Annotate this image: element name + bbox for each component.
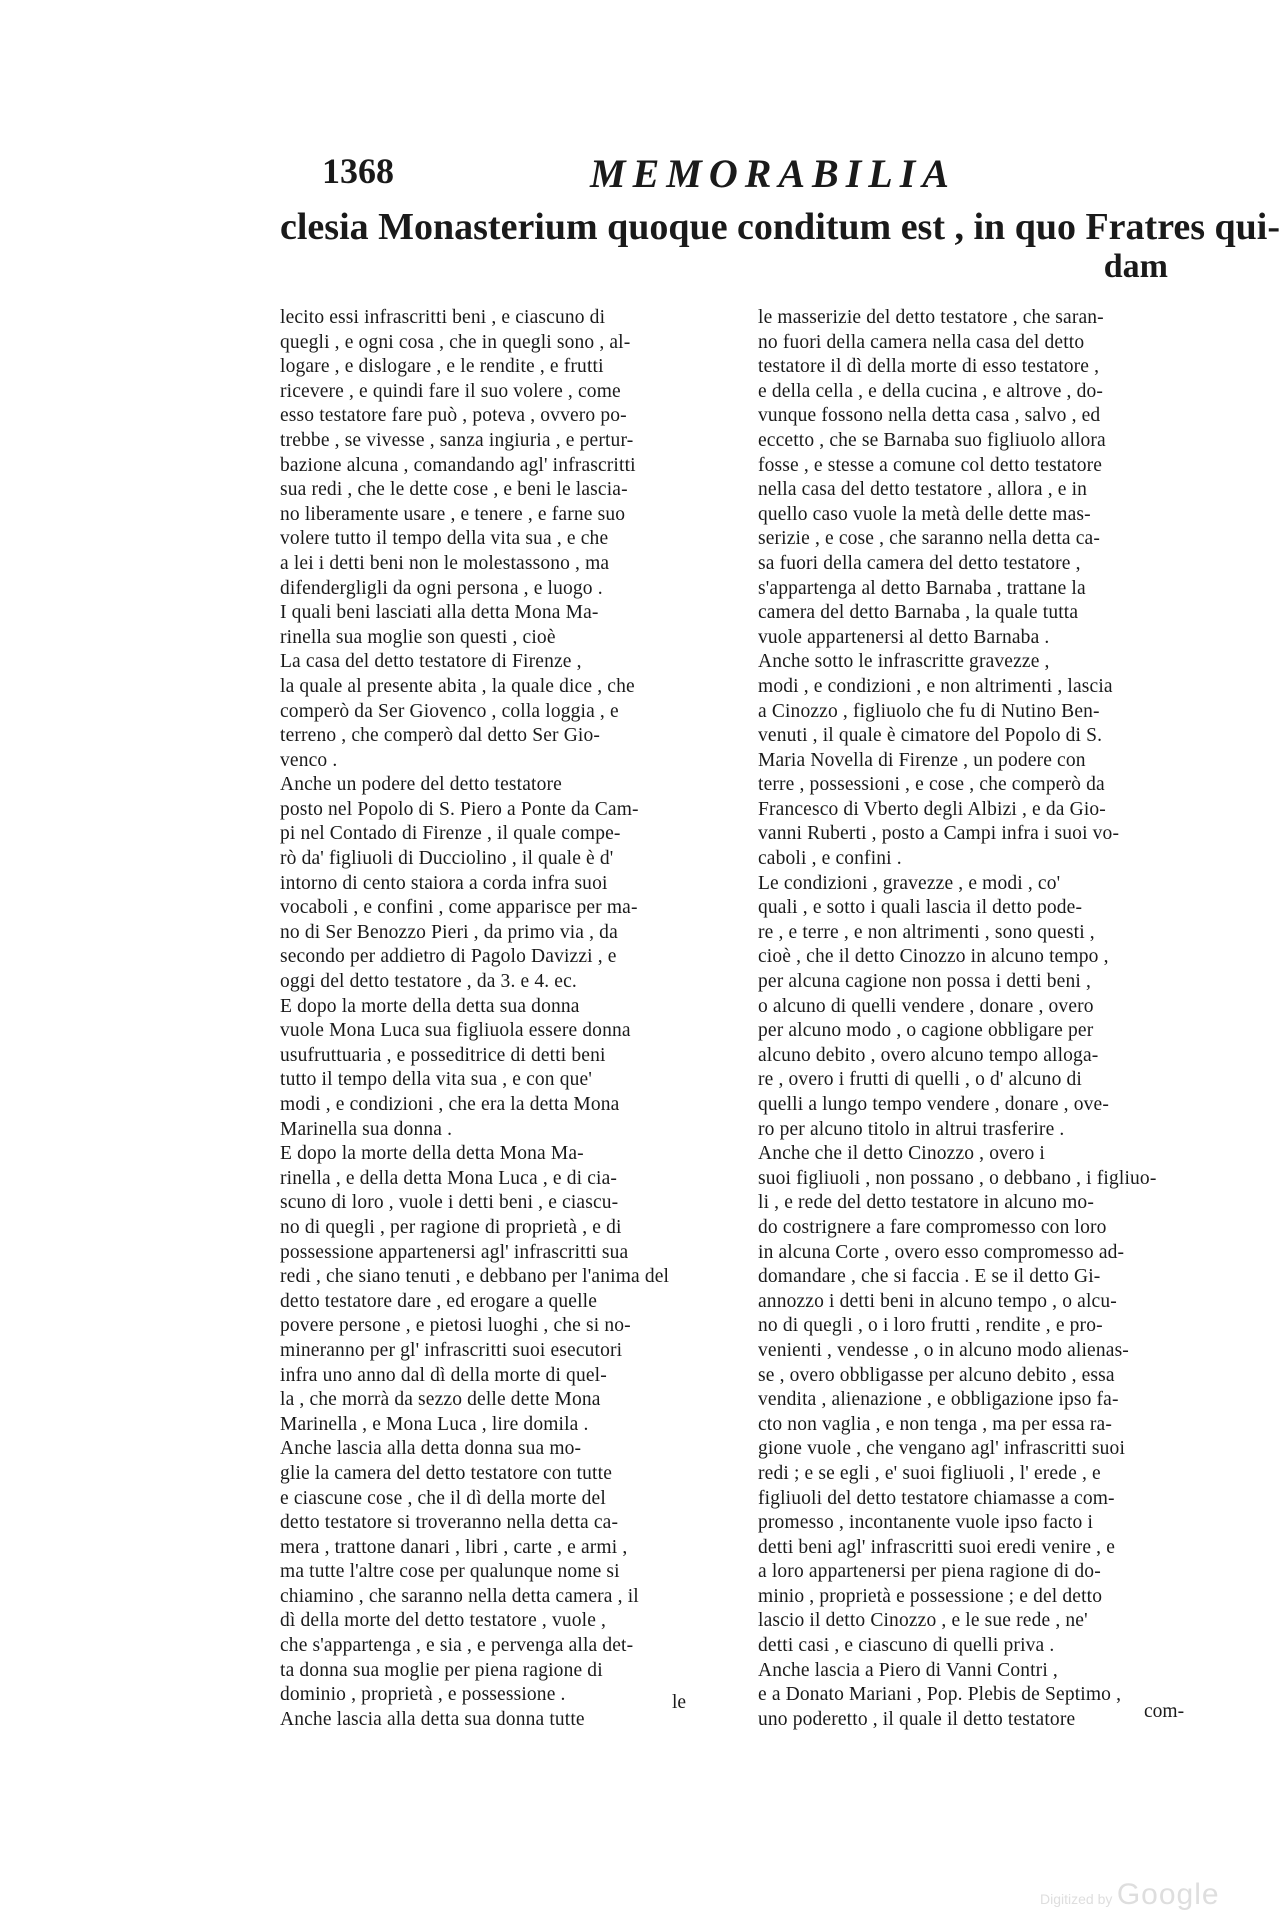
text-line: nella casa del detto testatore , allora , e in xyxy=(758,479,1088,501)
text-line: trebbe , se vivesse , sanza ingiuria , e pertur- xyxy=(280,429,634,451)
left-column xyxy=(280,306,725,1732)
text-line: per alcuna cagione non possa i detti beni , xyxy=(758,971,1091,993)
text-line: rinella , e della detta Mona Luca , e di cia- xyxy=(280,1167,618,1189)
text-line: sua redi , che le dette cose , e beni le lascia- xyxy=(280,479,628,501)
text-line: vendita , alienazione , e obbligazione ipso fa- xyxy=(758,1389,1119,1411)
text-line: Anche lascia alla detta donna sua mo- xyxy=(280,1438,582,1460)
text-line: la quale al presente abita , la quale dice , che xyxy=(280,675,635,697)
text-line: lecito essi infrascritti beni , e ciascuno di xyxy=(280,307,606,328)
text-line: ma tutte l'altre cose per qualunque nome si xyxy=(280,1561,620,1583)
page-number: 1368 xyxy=(322,151,394,191)
text-line: annozzo i detti beni in alcuno tempo , o alcu- xyxy=(758,1290,1117,1312)
text-line: e a Donato Mariani , Pop. Plebis de Septimo , xyxy=(758,1684,1122,1706)
running-head xyxy=(300,150,1180,200)
text-line: che s'appartenga , e sia , e pervenga alla det- xyxy=(280,1635,634,1657)
running-title: MEMORABILIA xyxy=(590,151,956,196)
text-line: infra uno anno dal dì della morte di quel- xyxy=(280,1364,607,1386)
text-line: dominio , proprietà , e possessione . xyxy=(280,1684,566,1706)
text-line: Maria Novella di Firenze , un podere con xyxy=(758,749,1086,771)
text-line: vanni Ruberti , posto a Campi infra i suoi vo- xyxy=(758,823,1120,845)
text-line: intorno di cento staiora a corda infra suoi xyxy=(280,872,608,894)
text-line: se , overo obbligasse per alcuno debito , essa xyxy=(758,1364,1115,1386)
text-line: venienti , vendesse , o in alcuno modo alienas- xyxy=(758,1339,1129,1361)
text-line: usufruttuaria , e posseditrice di detti beni xyxy=(280,1044,606,1066)
text-line: Francesco di Vberto degli Albizi , e da Gio- xyxy=(758,798,1106,820)
text-line: no di quegli , per ragione di proprietà , e di xyxy=(280,1216,622,1238)
text-line: quello caso vuole la metà delle dette mas- xyxy=(758,503,1091,525)
text-line: posto nel Popolo di S. Piero a Ponte da Cam- xyxy=(280,798,639,820)
watermark-text: Digitized by xyxy=(1040,1891,1113,1907)
text-line: volere tutto il tempo della vita sua , e che xyxy=(280,528,609,550)
text-line: rò da' figliuoli di Ducciolino , il quale è d' xyxy=(280,848,614,870)
text-line: esso testatore fare può , poteva , ovvero po- xyxy=(280,405,627,427)
text-line: tutto il tempo della vita sua , e con que' xyxy=(280,1069,592,1091)
text-line: redi ; e se egli , e' suoi figliuoli , l' erede , e xyxy=(758,1462,1101,1484)
text-line: promesso , incontanente vuole ipso facto i xyxy=(758,1512,1094,1534)
heading-catchword: dam xyxy=(1103,248,1168,285)
text-line: I quali beni lasciati alla detta Mona Ma- xyxy=(280,602,599,624)
text-line: Anche un podere del detto testatore xyxy=(280,774,562,796)
text-line: detti beni agl' infrascritti suoi eredi venire , e xyxy=(758,1536,1116,1558)
text-line: Anche lascia alla detta sua donna tutte xyxy=(280,1708,585,1730)
text-line: quali , e sotto i quali lascia il detto pode- xyxy=(758,897,1083,919)
text-line: glie la camera del detto testatore con tutte xyxy=(280,1462,612,1484)
text-line: Anche che il detto Cinozzo , overo i xyxy=(758,1143,1045,1165)
text-line: redi , che siano tenuti , e debbano per l'anima del xyxy=(280,1266,670,1288)
text-line: serizie , e cose , che saranno nella detta ca- xyxy=(758,528,1101,550)
text-line: dì della morte del detto testatore , vuole , xyxy=(280,1610,607,1632)
text-line: Anche sotto le infrascritte gravezze , xyxy=(758,651,1050,673)
text-line: a loro appartenersi per piena ragione di do- xyxy=(758,1561,1101,1583)
text-line: eccetto , che se Barnaba suo figliuolo allora xyxy=(758,429,1106,451)
text-line: ricevere , e quindi fare il suo volere , come xyxy=(280,380,621,402)
text-line: re , e terre , e non altrimenti , sono questi , xyxy=(758,921,1095,943)
text-line: E dopo la morte della detta sua donna xyxy=(280,995,580,1017)
text-line: uno poderetto , il quale il detto testatore xyxy=(758,1708,1076,1730)
text-line: rinella sua moglie son questi , cioè xyxy=(280,626,556,648)
text-line: e della cella , e della cucina , e altrove , do- xyxy=(758,380,1104,402)
text-line: quegli , e ogni cosa , che in quegli sono , al- xyxy=(280,331,631,353)
text-line: Marinella sua donna . xyxy=(280,1118,453,1140)
text-line: detti casi , e ciascuno di quelli priva . xyxy=(758,1635,1055,1657)
text-line: domandare , che si faccia . E se il detto Gi- xyxy=(758,1266,1101,1288)
text-line: possessione appartenersi agl' infrascritti sua xyxy=(280,1241,629,1263)
text-line: sa fuori della camera del detto testatore , xyxy=(758,552,1081,574)
text-line: la , che morrà da sezzo delle dette Mona xyxy=(280,1389,601,1411)
text-line: modi , e condizioni , che era la detta Mona xyxy=(280,1094,620,1115)
text-line: scuno di loro , vuole i detti beni , e ciascu- xyxy=(280,1192,619,1214)
text-line: secondo per addietro di Pagolo Davizzi , e xyxy=(280,946,617,968)
text-line: le masserizie del detto testatore , che saran- xyxy=(758,307,1104,328)
text-line: chiamino , che saranno nella detta camera , il xyxy=(280,1585,639,1607)
text-line: no liberamente usare , e tenere , e farne suo xyxy=(280,503,626,525)
text-line: oggi del detto testatore , da 3. e 4. ec. xyxy=(280,971,577,993)
text-line: vuole appartenersi al detto Barnaba . xyxy=(758,626,1050,648)
text-line: li , e rede del detto testatore in alcuno mo- xyxy=(758,1192,1094,1214)
heading-line: clesia Monasterium quoque conditum est , in quo Fratres qui- xyxy=(280,206,1281,248)
right-catchword: com- xyxy=(1144,1701,1185,1722)
digitized-watermark xyxy=(1040,1878,1220,1912)
text-line: povere persone , e pietosi luoghi , che si no- xyxy=(280,1315,631,1337)
text-line: venuti , il quale è cimatore del Popolo di S. xyxy=(758,725,1103,747)
text-line: modi , e condizioni , e non altrimenti , lascia xyxy=(758,675,1113,697)
text-line: e ciascune cose , che il dì della morte del xyxy=(280,1487,606,1509)
text-line: La casa del detto testatore di Firenze , xyxy=(280,651,582,673)
text-line: E dopo la morte della detta Mona Ma- xyxy=(280,1143,584,1165)
text-line: Anche lascia a Piero di Vanni Contri , xyxy=(758,1659,1058,1681)
right-column xyxy=(758,306,1198,1732)
text-line: difendergligli da ogni persona , e luogo . xyxy=(280,577,603,599)
text-line: ta donna sua moglie per piena ragione di xyxy=(280,1659,603,1681)
text-line: caboli , e confini . xyxy=(758,848,902,870)
text-line: figliuoli del detto testatore chiamasse a com- xyxy=(758,1487,1115,1509)
text-line: do costrignere a fare compromesso con loro xyxy=(758,1216,1107,1238)
text-line: fosse , e stesse a comune col detto testatore xyxy=(758,454,1103,476)
text-line: mineranno per gl' infrascritti suoi esecutori xyxy=(280,1339,623,1361)
text-line: Marinella , e Mona Luca , lire domila . xyxy=(280,1413,589,1435)
text-line: camera del detto Barnaba , la quale tutta xyxy=(758,602,1079,624)
text-line: cioè , che il detto Cinozzo in alcuno tempo , xyxy=(758,946,1109,968)
left-catchword: le xyxy=(672,1692,687,1713)
google-logo: Google xyxy=(1116,1878,1220,1911)
text-line: ro per alcuno titolo in altrui trasferire . xyxy=(758,1118,1065,1140)
text-line: a lei i detti beni non le molestassono , ma xyxy=(280,552,610,574)
text-line: s'appartenga al detto Barnaba , trattane la xyxy=(758,577,1086,599)
text-line: pi nel Contado di Firenze , il quale compe- xyxy=(280,823,621,845)
text-line: mera , trattone danari , libri , carte , e armi , xyxy=(280,1536,628,1558)
text-line: per alcuno modo , o cagione obbligare per xyxy=(758,1020,1094,1042)
text-line: cto non vaglia , e non tenga , ma per essa ra- xyxy=(758,1413,1112,1435)
text-line: detto testatore si troveranno nella detta ca- xyxy=(280,1512,619,1534)
text-line: vunque fossono nella detta casa , salvo , ed xyxy=(758,405,1101,427)
text-line: gione vuole , che vengano agl' infrascritti suoi xyxy=(758,1438,1126,1460)
text-line: quelli a lungo tempo vendere , donare , ove- xyxy=(758,1094,1109,1115)
text-line: no fuori della camera nella casa del detto xyxy=(758,331,1085,353)
text-line: bazione alcuna , comandando agl' infrascritti xyxy=(280,454,636,476)
text-line: logare , e dislogare , e le rendite , e frutti xyxy=(280,356,604,378)
text-line: no di quegli , o i loro frutti , rendite , e pro- xyxy=(758,1315,1103,1337)
text-line: detto testatore dare , ed erogare a quelle xyxy=(280,1290,598,1312)
text-line: no di Ser Benozzo Pieri , da primo via , da xyxy=(280,921,618,943)
text-line: Le condizioni , gravezze , e modi , co' xyxy=(758,872,1061,894)
text-line: testatore il dì della morte di esso testatore , xyxy=(758,356,1100,378)
text-line: vuole Mona Luca sua figliuola essere donna xyxy=(280,1020,631,1042)
text-line: venco . xyxy=(280,749,338,771)
text-line: a Cinozzo , figliuolo che fu di Nutino Ben- xyxy=(758,700,1100,722)
text-line: minio , proprietà e possessione ; e del detto xyxy=(758,1585,1103,1607)
text-line: terreno , che comperò dal detto Ser Gio- xyxy=(280,725,601,747)
text-line: in alcuna Corte , overo esso compromesso ad- xyxy=(758,1241,1125,1263)
text-line: o alcuno di quelli vendere , donare , overo xyxy=(758,995,1094,1017)
text-line: alcuno debito , overo alcuno tempo alloga- xyxy=(758,1044,1099,1066)
text-line: vocaboli , e confini , come apparisce per ma- xyxy=(280,897,638,919)
text-line: lascio il detto Cinozzo , e le sue rede , ne' xyxy=(758,1610,1088,1632)
text-line: suoi figliuoli , non possano , o debbano , i figliuo- xyxy=(758,1167,1157,1189)
text-line: terre , possessioni , e cose , che comperò da xyxy=(758,774,1105,796)
text-line: re , overo i frutti di quelli , o d' alcuno di xyxy=(758,1069,1082,1091)
text-line: comperò da Ser Giovenco , colla loggia , e xyxy=(280,700,619,722)
